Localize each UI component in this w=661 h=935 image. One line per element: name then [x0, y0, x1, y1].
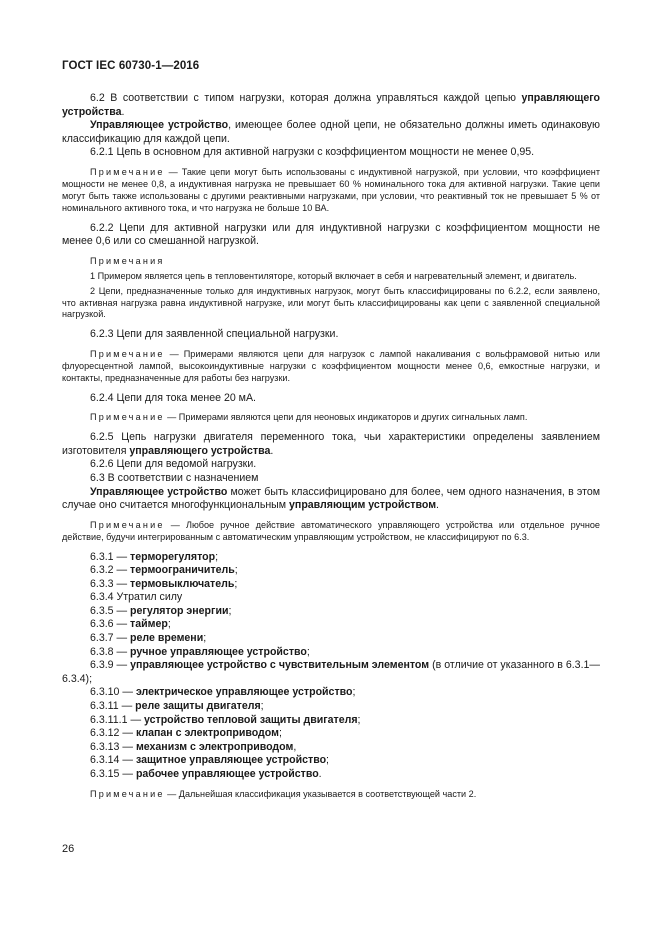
item-end: ; — [260, 700, 264, 713]
item-term: таймер — [130, 618, 168, 631]
text: . — [436, 499, 439, 512]
item-end: , — [293, 740, 297, 753]
note-label: Примечание — [90, 348, 165, 359]
text: 6.2.5 Цепь нагрузки двигателя переменного тока, чьи характеристики определены заявлением изготовителя — [62, 431, 600, 457]
list-item — [62, 686, 600, 700]
text: , имеющее более одной цепи, не обязательно должны иметь одинаковую классификацию для каждой цепи. — [62, 119, 600, 145]
list-item — [62, 578, 600, 592]
item-number: 6.3.15 — — [90, 768, 136, 780]
item-number: 6.3.7 — — [90, 632, 131, 645]
item-number: 6.3.11.1 — — [90, 713, 144, 726]
item-number: 6.3.2 — — [90, 564, 131, 577]
note-label: Примечание — [90, 166, 165, 177]
item-term: реле времени — [130, 632, 204, 645]
item-term: защитное управляющее устройство — [135, 754, 327, 767]
note-6-2-4 — [62, 412, 600, 424]
list-item — [62, 551, 600, 565]
term: управляющего устройства — [62, 92, 600, 118]
item-term: реле защиты двигателя — [135, 700, 261, 713]
note-text: — Дальнейшая классификация указывается в соответствующей части 2. — [164, 788, 477, 799]
paragraph-6-2-1: 6.2.1 Цепь в основном для активной нагрузки с коэффициентом мощности не менее 0,95. — [90, 146, 535, 159]
item-number: 6.3.12 — — [90, 727, 136, 740]
item-end: ; — [326, 754, 329, 767]
page-number: 26 — [62, 843, 75, 855]
list-item — [62, 605, 600, 619]
text: . — [270, 444, 274, 457]
note-text: — Примерами являются цепи для неоновых индикаторов и других сигнальных ламп. — [164, 412, 528, 423]
item-number: 6.3.10 — — [90, 686, 136, 699]
note-text: — Такие цепи могут быть использованы с индуктивной нагрузкой, при условии, что коэффициент мощности не менее 0,8, а индуктивная нагрузка не превышает 60 % номинального тока для активной нагрузки. Такие цепи могут быть также использованы с другими реактивными нагрузками, при условии, что реактивный ток не превышает 5 % от номинального активного тока, и что нагрузка не больше 10 ВА. — [62, 166, 600, 213]
item-number: 6.3.9 — — [90, 659, 131, 672]
list-item — [62, 727, 600, 741]
term: Управляющее устройство — [90, 119, 229, 132]
item-end: ; — [278, 727, 282, 740]
list-item — [62, 754, 600, 768]
item-number: 6.3.11 — — [90, 700, 136, 713]
term: управляющим устройством — [289, 499, 437, 512]
paragraph-6-2 — [62, 92, 600, 119]
paragraph-6-2-5 — [62, 431, 600, 458]
item-end: ; — [203, 632, 207, 645]
term: управляющего устройства — [129, 444, 271, 457]
item-end: (в отличие от указанного в 6.3.1—6.3.4); — [62, 659, 601, 685]
final-note — [62, 789, 600, 801]
item-term: устройство тепловой защиты двигателя — [143, 713, 358, 726]
note-6-2-3 — [62, 349, 600, 385]
list-item — [62, 659, 600, 686]
item-term: ручное управляющее устройство — [130, 645, 307, 658]
item-term: клапан с электроприводом — [135, 727, 279, 740]
term: Управляющее устройство — [90, 485, 228, 498]
paragraph-6-3-control — [62, 486, 600, 513]
item-end: ; — [352, 686, 356, 699]
item-term: регулятор энергии — [130, 604, 229, 617]
item-end: ; — [234, 577, 238, 590]
item-end: . — [318, 768, 322, 780]
item-number: 6.3.1 — — [90, 550, 131, 563]
list-item — [62, 700, 600, 714]
item-term: управляющее устройство с чувствительным элементом — [130, 659, 430, 672]
note-label: Примечания — [90, 255, 165, 266]
item-term: механизм с электроприводом — [135, 740, 294, 753]
list-item — [62, 564, 600, 578]
item-end: ; — [357, 713, 361, 726]
item-term: терморегулятор — [130, 550, 216, 563]
paragraph-6-2-control — [62, 119, 600, 146]
list-item — [62, 591, 600, 605]
item-number: 6.3.6 — — [90, 618, 131, 631]
text: . — [121, 105, 125, 118]
text: может быть классифицировано для более, чем одного назначения, в этом случае оно считается многофункциональным — [62, 485, 601, 512]
item-term: термовыключатель — [130, 577, 235, 590]
paragraph-6-3: 6.3 В соответствии с назначением — [90, 471, 259, 484]
item-number: 6.3.8 — — [90, 645, 131, 658]
list-item — [62, 618, 600, 632]
list-item — [62, 632, 600, 646]
classification-list — [62, 551, 600, 782]
item-end: ; — [167, 618, 171, 631]
item-term: термоограничитель — [130, 564, 235, 577]
item-term: рабочее управляющее устройство — [135, 768, 319, 780]
notes-6-2-2-label — [62, 256, 600, 268]
item-end: ; — [215, 550, 219, 563]
paragraph-6-2-3: 6.2.3 Цепи для заявленной специальной нагрузки. — [90, 328, 339, 341]
note-label: Примечание — [90, 519, 165, 530]
note-label: Примечание — [90, 788, 165, 799]
note-6-2-1 — [62, 167, 600, 215]
document-header: ГОСТ IEC 60730-1—2016 — [62, 60, 200, 72]
note-6-3 — [62, 520, 600, 544]
list-item — [62, 741, 600, 755]
item-end: ; — [234, 564, 238, 577]
item-term: электрическое управляющее устройство — [135, 686, 353, 699]
item-number: 6.3.4 Утратил силу — [90, 591, 183, 604]
list-item — [62, 768, 600, 782]
item-number: 6.3.14 — — [90, 754, 136, 767]
list-item — [62, 646, 600, 660]
note-text: — Любое ручное действие автоматического управляющего устройства или отдельное ручное действие, будучи интегрированным с автоматическим управляющим устройством, не классифицируют по 6.3. — [62, 519, 600, 542]
paragraph-6-2-6: 6.2.6 Цепи для ведомой нагрузки. — [90, 458, 257, 471]
list-item — [62, 714, 600, 728]
text: 6.2 В соответствии с типом нагрузки, которая должна управляться каждой цепью — [90, 92, 522, 104]
paragraph-6-2-4: 6.2.4 Цепи для тока менее 20 мА. — [90, 391, 256, 404]
item-end: ; — [306, 645, 310, 658]
page-body — [62, 92, 600, 801]
item-number: 6.3.3 — — [90, 577, 131, 590]
note-6-2-2-1: 1 Примером является цепь в тепловентиляторе, который включает в себя и нагревательный элемент, и двигатель. — [90, 270, 577, 281]
item-number: 6.3.13 — — [90, 740, 136, 753]
note-label: Примечание — [90, 412, 165, 423]
note-text: — Примерами являются цепи для нагрузок с лампой накаливания с вольфрамовой нитью или флуоресцентной лампой, высокоиндуктивные нагрузки с коэффициентом мощности менее 0,6, емкостные нагрузки, и контакты, предназначенные для работы без нагрузки. — [62, 348, 600, 383]
item-end: ; — [228, 604, 232, 617]
paragraph-6-2-2: 6.2.2 Цепи для активной нагрузки или для индуктивной нагрузки с коэффициентом мощности не менее 0,6 или со смешанной нагрузкой. — [62, 221, 600, 248]
item-number: 6.3.5 — — [90, 604, 131, 617]
note-6-2-2-2: 2 Цепи, предназначенные только для индуктивных нагрузок, могут быть классифицированы по 6.2.2, если заявлено, что активная нагрузка равна индуктивной нагрузке, или могут быть классифицированы как цепи с заявленной специальной нагрузкой. — [62, 285, 600, 320]
